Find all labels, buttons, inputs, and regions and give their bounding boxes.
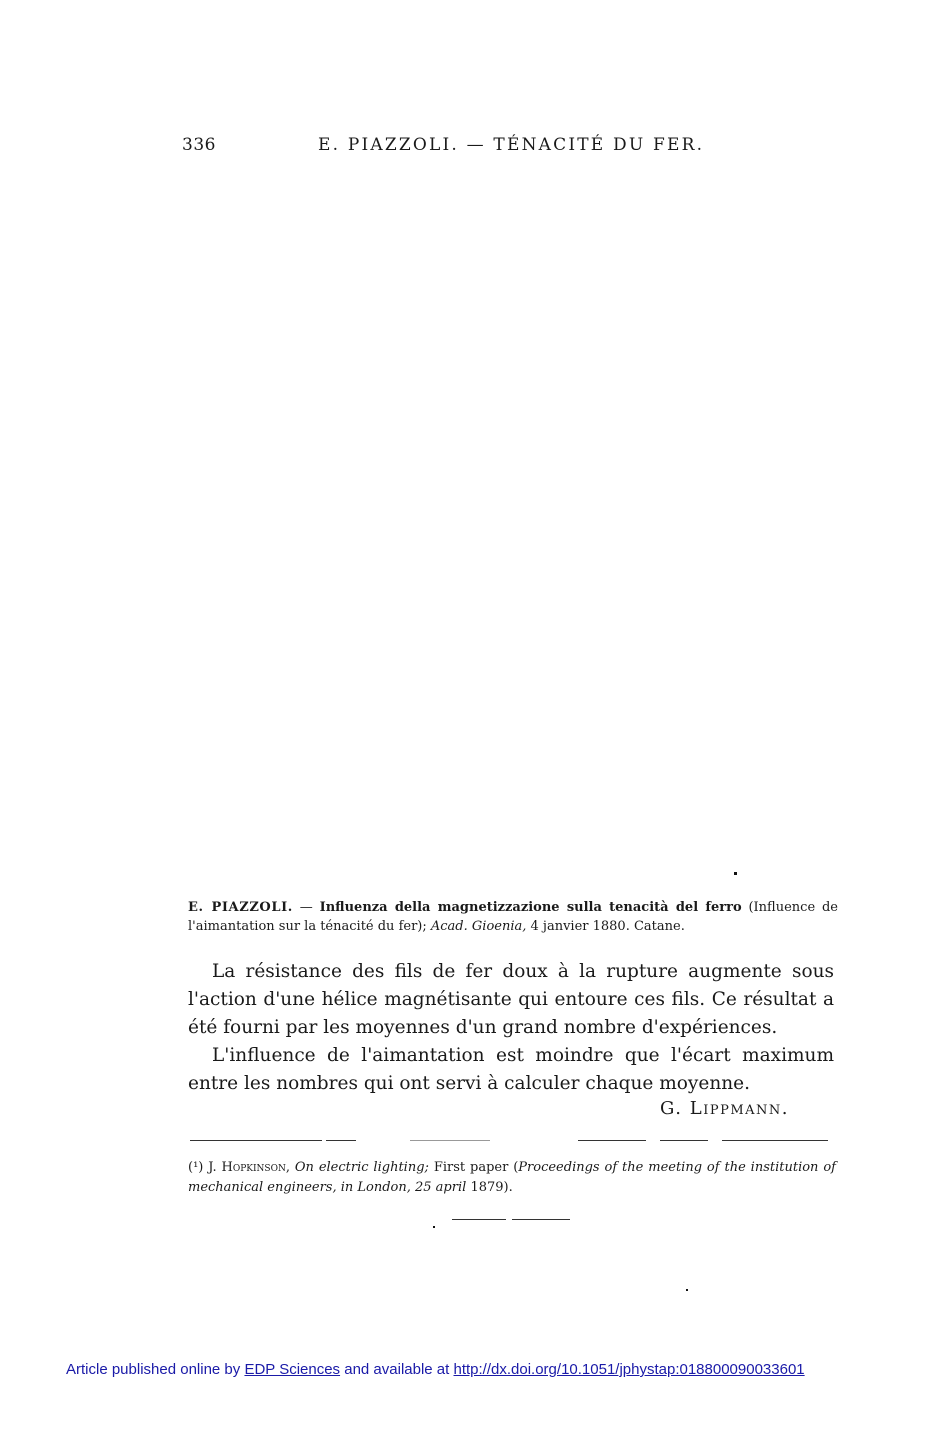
bib-translation: (Influence de l'aimantation sur la ténacité du fer);: [188, 900, 839, 934]
bib-journal: Acad. Gioenia,: [430, 919, 527, 934]
footnote-rule: [660, 1140, 708, 1141]
footnote-closing: ).: [503, 1180, 513, 1195]
abstract-paragraph: L'influence de l'aimantation est moindre que l'écart maximum entre les nombres qui ont servi à calculer chaque moyenne.: [188, 1045, 834, 1094]
doi-link[interactable]: http://dx.doi.org/10.1051/jphystap:018800090033601: [453, 1361, 805, 1378]
signature-initial: G.: [660, 1098, 683, 1119]
footnote-source: Proceedings of the meeting of the institution of mechanical engineers, in London, 25 april: [188, 1160, 836, 1195]
footnote-rule: [410, 1140, 490, 1141]
signature: [560, 1098, 789, 1119]
footnote-title: On electric lighting;: [294, 1160, 429, 1175]
footnote-rule: [722, 1140, 828, 1141]
footnote-author: J. Hopkinson,: [208, 1160, 290, 1175]
footnote-year: 1879: [470, 1180, 504, 1195]
abstract-body: [188, 958, 834, 1098]
abstract-paragraph: La résistance des fils de fer doux à la rupture augmente sous l'action d'une hélice magnétisante qui entoure ces fils. Ce résultat a été fourni par les moyennes d'un grand nombre d'expériences.: [188, 961, 834, 1038]
running-title: E. PIAZZOLI. — TÉNACITÉ DU FER.: [318, 135, 705, 155]
scan-speck: [686, 1289, 688, 1291]
publisher-prefix: Article published online by: [66, 1361, 241, 1378]
bib-date-place: 4 janvier 1880. Catane.: [530, 919, 685, 934]
footnote-rule: [190, 1140, 322, 1141]
page-number: 336: [182, 135, 216, 155]
signature-name: Lippmann.: [689, 1098, 789, 1119]
end-rule: [452, 1219, 506, 1220]
footnote: [188, 1158, 836, 1198]
publisher-middle: and available at: [344, 1361, 450, 1378]
footnote-marker: (¹): [188, 1160, 204, 1175]
end-rule: [512, 1219, 570, 1220]
bibliographic-entry: [188, 898, 838, 936]
scan-speck: [433, 1226, 435, 1228]
publisher-footer: [66, 1361, 805, 1378]
publisher-link[interactable]: EDP Sciences: [244, 1361, 341, 1378]
scan-speck: [734, 872, 737, 875]
footnote-rule: [326, 1140, 356, 1141]
bib-separator: —: [292, 900, 320, 915]
bib-author: E. PIAZZOLI.: [188, 900, 293, 915]
footnote-rule: [578, 1140, 646, 1141]
footnote-paper: First paper (: [433, 1160, 519, 1175]
bib-title: Influenza della magnetizzazione sulla tenacità del ferro: [319, 900, 742, 915]
